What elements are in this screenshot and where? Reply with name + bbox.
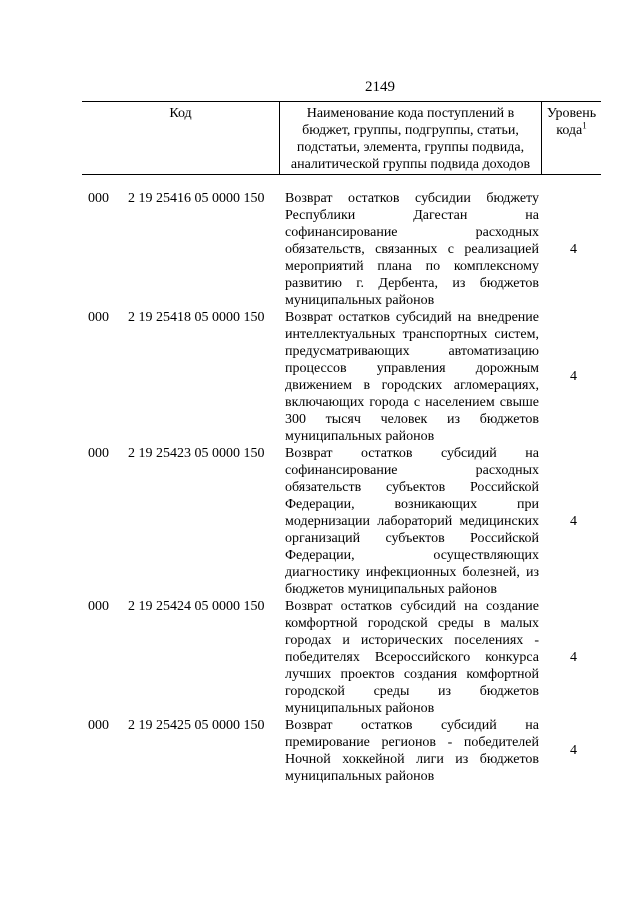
- header-code: Код: [82, 102, 280, 174]
- table-body: [88, 190, 598, 785]
- admin-code: 000: [88, 310, 109, 325]
- header-level: [542, 102, 601, 174]
- income-code: 2 19 25416 05 0000 150: [128, 191, 265, 206]
- table-row: [88, 598, 598, 717]
- code-level: 4: [570, 241, 577, 257]
- income-code: 2 19 25425 05 0000 150: [128, 718, 265, 733]
- table-header: [82, 101, 601, 175]
- header-level-footnote: 1: [582, 120, 587, 131]
- income-name: Возврат остатков субсидий на премирование регионов - победителей Ночной хоккейной лиги из бюджетов муниципальных районов: [285, 718, 539, 784]
- table-row: [88, 190, 598, 309]
- admin-code: 000: [88, 599, 109, 614]
- income-name: Возврат остатков субсидии бюджету Республики Дагестан на софинансирование расходных обязательств, связанных с реализацией мероприятий плана по комплексному развитию г. Дербента, из бюджетов муниципальных районов: [285, 191, 539, 308]
- code-level: 4: [570, 649, 577, 665]
- income-name: Возврат остатков субсидий на софинансирование расходных обязательств субъектов Российской Федерации, возникающих при модернизации лабораторий медицинских организаций субъектов Российской Федерации, осуществляющих диагностику инфекционных болезней, из бюджетов муниципальных районов: [285, 446, 539, 597]
- income-name: Возврат остатков субсидий на внедрение интеллектуальных транспортных систем, предусматривающих автоматизацию процессов управления дорожным движением в городских агломерациях, включающих города с населением свыше 300 тысяч человек из бюджетов муниципальных районов: [285, 310, 539, 444]
- table-row: [88, 445, 598, 598]
- header-name: Наименование кода поступлений в бюджет, группы, подгруппы, статьи, подстатьи, элемента, группы подвида, аналитической группы подвида доходов: [280, 102, 542, 174]
- header-level-kod: кода: [556, 123, 583, 138]
- admin-code: 000: [88, 446, 109, 461]
- income-code: 2 19 25423 05 0000 150: [128, 446, 265, 461]
- page-number: 2149: [365, 79, 395, 95]
- code-level: 4: [570, 369, 577, 384]
- table-row: [88, 309, 598, 445]
- income-code: 2 19 25424 05 0000 150: [128, 599, 265, 614]
- income-name: Возврат остатков субсидий на создание комфортной городской среды в малых городах и исторических поселениях - победителях Всероссийского конкурса лучших проектов создания комфортной городской среды из бюджетов муниципальных районов: [285, 599, 539, 716]
- table-row: [88, 717, 598, 785]
- admin-code: 000: [88, 191, 109, 206]
- code-level: 4: [570, 743, 577, 758]
- header-level-title: Уровень: [546, 106, 597, 121]
- admin-code: 000: [88, 718, 109, 733]
- header-level-line2: [556, 120, 587, 138]
- income-code: 2 19 25418 05 0000 150: [128, 310, 265, 325]
- code-level: 4: [570, 513, 577, 529]
